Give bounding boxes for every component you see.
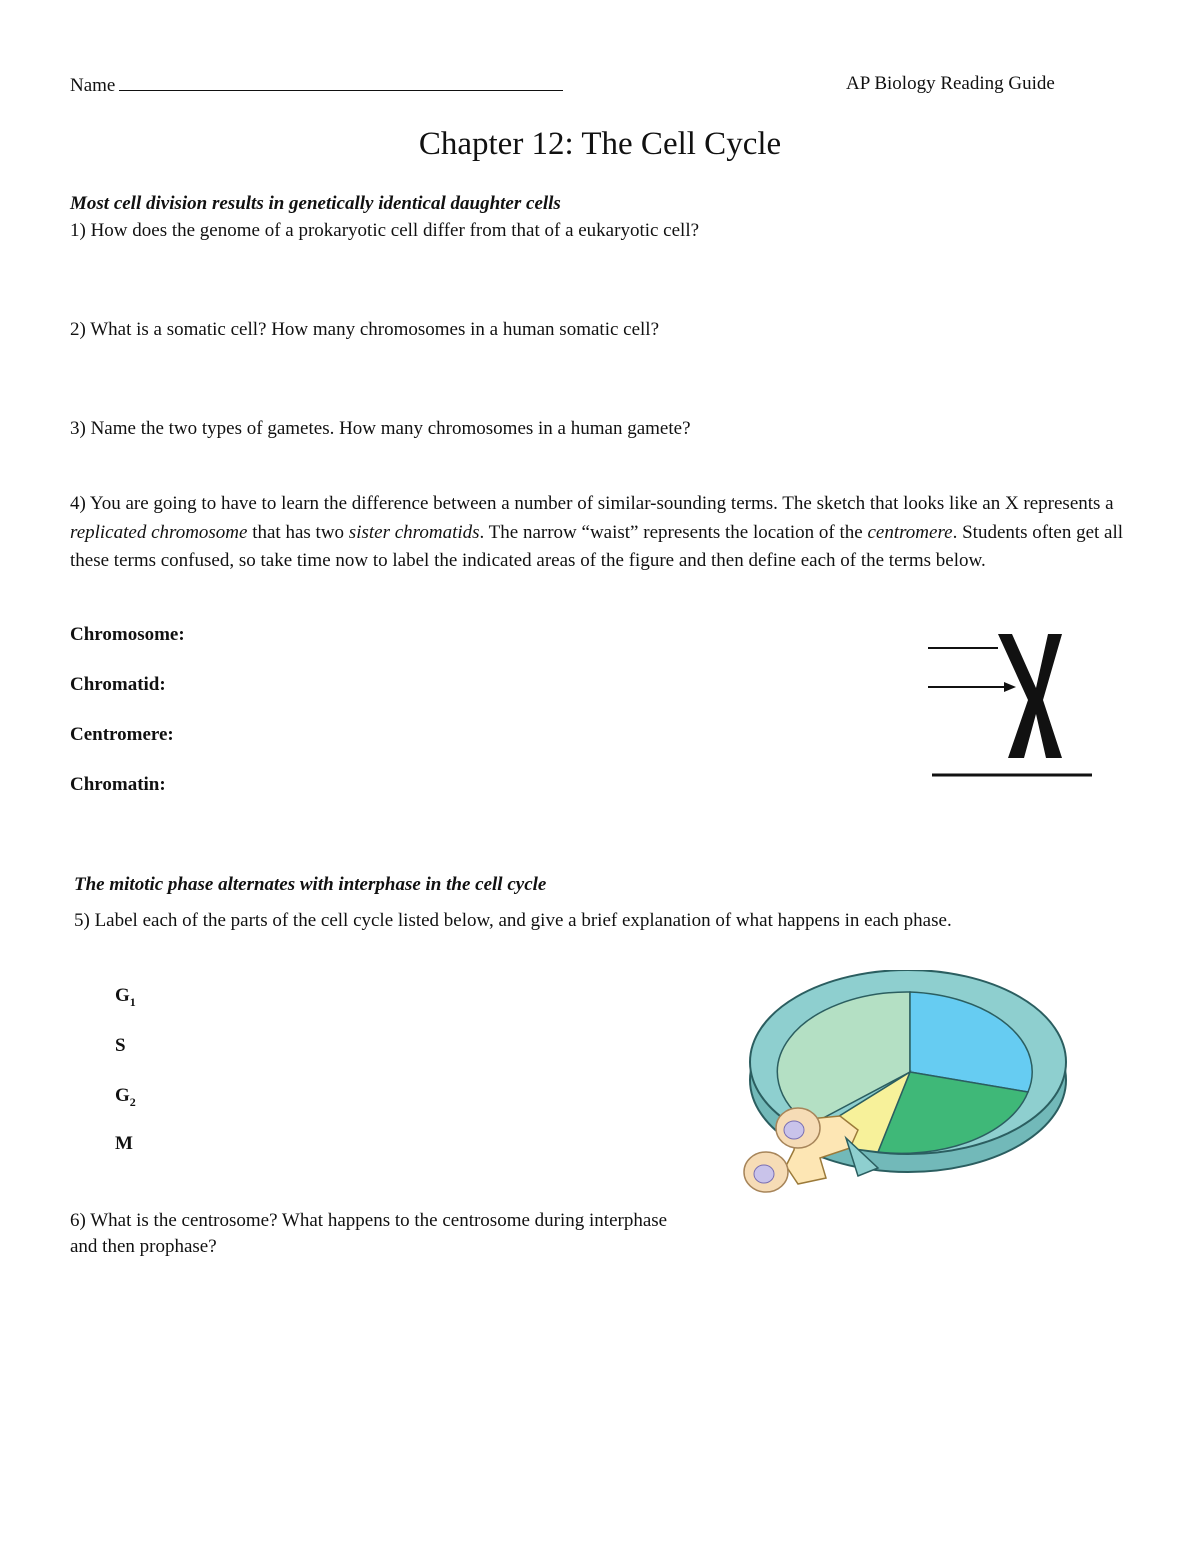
- phase-g1: $G_1$: [115, 985, 136, 1009]
- cell-cycle-diagram: [728, 970, 1078, 1210]
- page-title: Chapter 12: The Cell Cycle: [418, 126, 782, 162]
- section2-heading: The mitotic phase alternates with interphase in the cell cycle: [74, 874, 547, 895]
- phase-m: M: [115, 1133, 133, 1154]
- q4-term-sister-chromatids: sister chromatids: [348, 521, 480, 543]
- name-blank-line[interactable]: [119, 70, 563, 91]
- question-2: 2) What is a somatic cell? How many chromosomes in a human somatic cell?: [70, 319, 660, 340]
- q4-text-3: . The narrow “waist” represents the location of the: [479, 521, 868, 543]
- q4-text-4: . Students often get all these terms confused, so take time now to label the indicated areas of the figure and then define each of the terms below.: [70, 521, 1124, 571]
- q4-term-replicated-chromosome: replicated chromosome: [70, 521, 248, 543]
- q4-text-1: 4) You are going to have to learn the difference between a number of similar-sounding terms. The sketch that looks like an X represents a: [70, 493, 1114, 514]
- replicated-chromosome-x: [998, 634, 1062, 758]
- term-centromere: Centromere:: [70, 724, 174, 745]
- phase-s: S: [115, 1035, 126, 1056]
- term-chromatid: Chromatid:: [70, 674, 166, 695]
- term-chromosome: Chromosome:: [70, 624, 185, 645]
- term-chromatin: Chromatin:: [70, 774, 166, 795]
- nucleus-2: [754, 1165, 774, 1183]
- question-3: 3) Name the two types of gametes. How many chromosomes in a human gamete?: [70, 418, 691, 439]
- name-field[interactable]: [70, 70, 563, 100]
- question-1: 1) How does the genome of a prokaryotic cell differ from that of a eukaryotic cell?: [70, 220, 700, 241]
- chromosome-x-diagram: [920, 628, 1100, 783]
- nucleus-1: [784, 1121, 804, 1139]
- q4-text-2: that has two: [247, 521, 349, 543]
- phase-g2: $G_2$: [115, 1085, 136, 1109]
- question-4: [70, 490, 1140, 576]
- guide-title: AP Biology Reading Guide: [846, 73, 1055, 94]
- arrowhead-icon: [1004, 682, 1016, 692]
- name-label: Name: [70, 75, 116, 96]
- question-6: 6) What is the centrosome? What happens to the centrosome during interphase and then prophase?: [70, 1210, 668, 1257]
- q4-term-centromere: centromere: [867, 521, 953, 543]
- section1-heading: Most cell division results in genetically identical daughter cells: [70, 193, 561, 214]
- question-5: 5) Label each of the parts of the cell cycle listed below, and give a brief explanation of what happens in each phase.: [74, 910, 952, 931]
